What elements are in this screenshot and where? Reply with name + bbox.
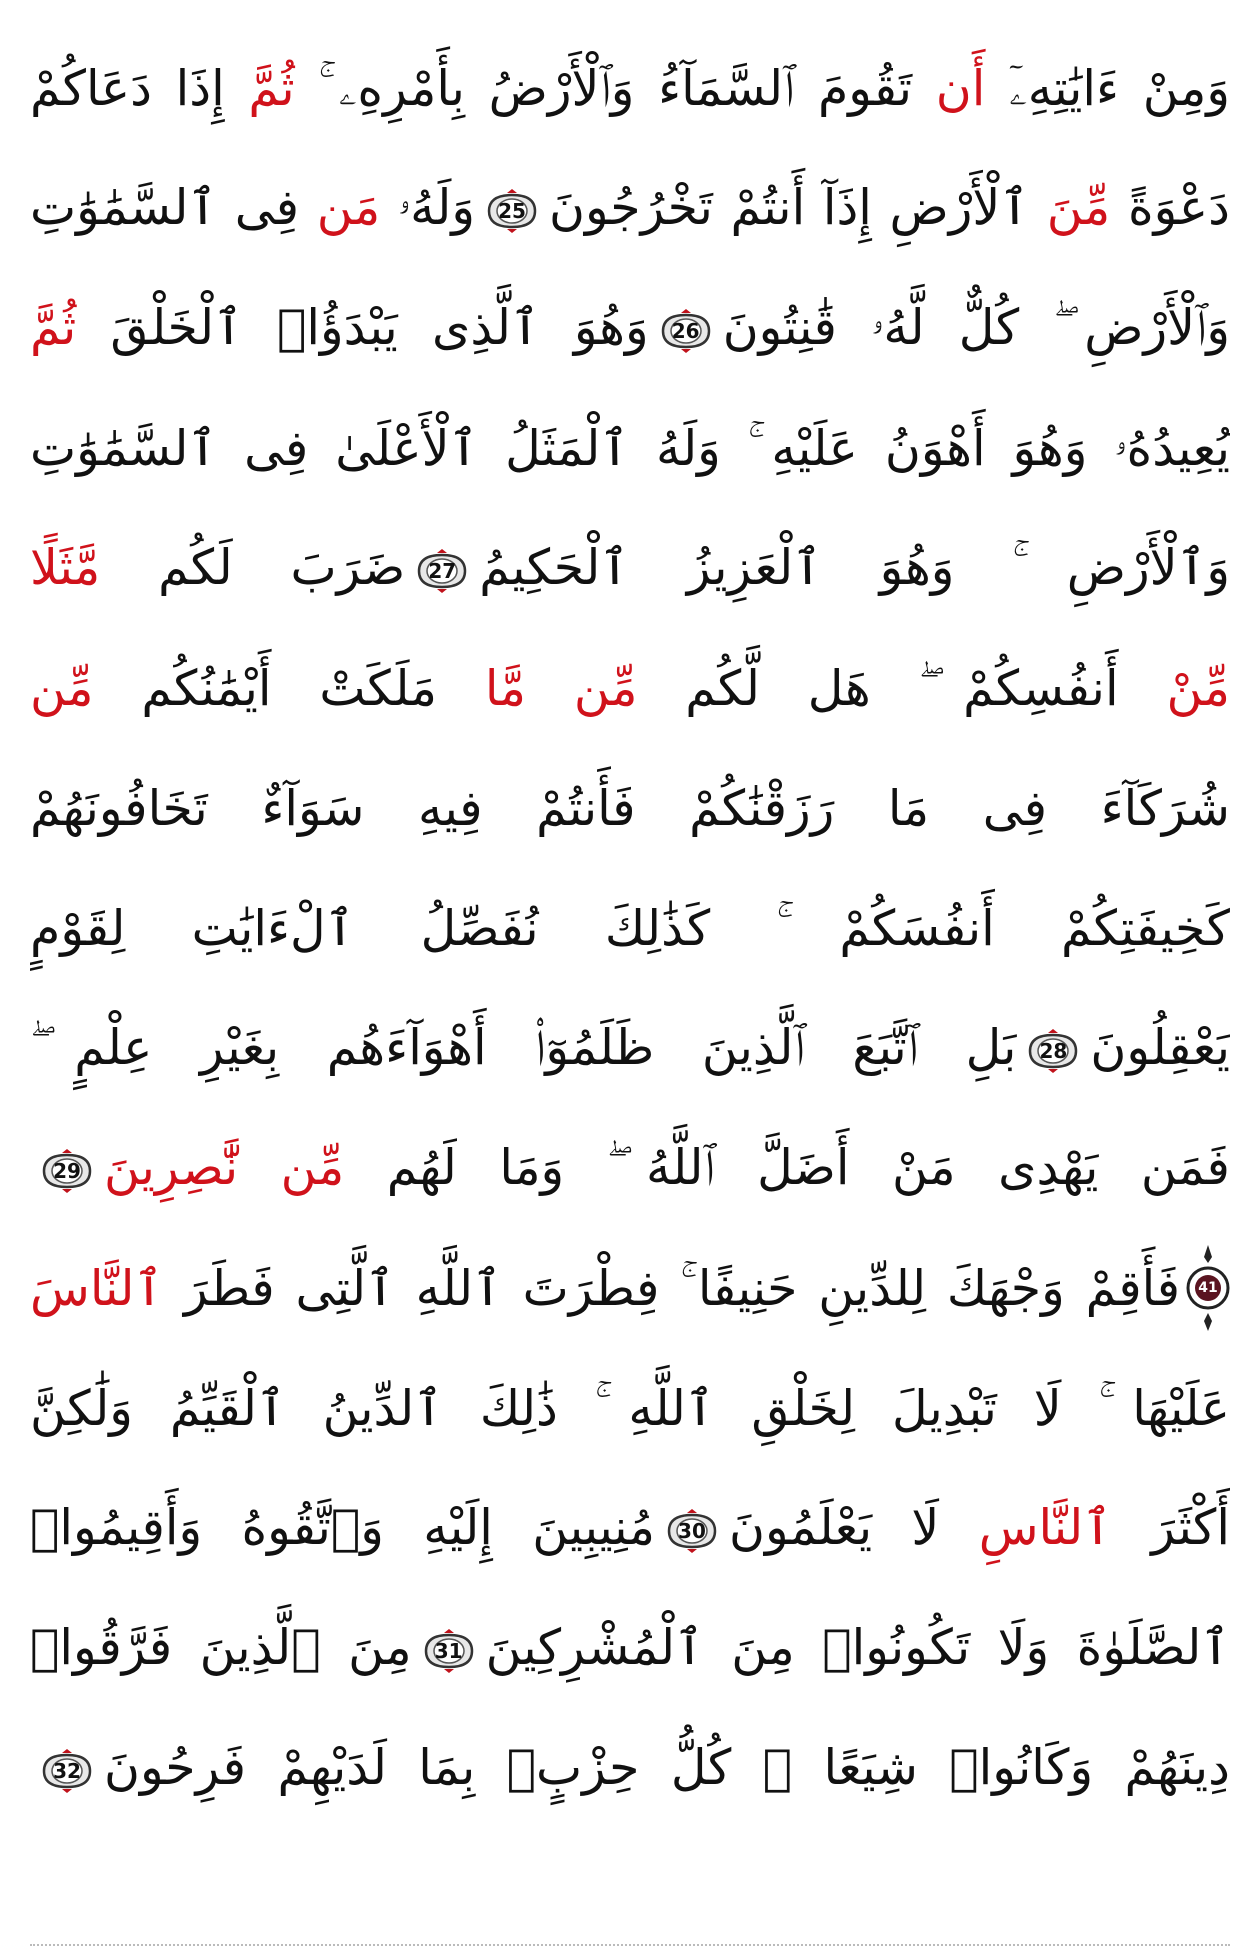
text-line <box>30 28 1230 148</box>
ayah-end-marker <box>420 1629 478 1673</box>
hizb-marker <box>1186 1243 1230 1333</box>
verse-text: يُعِيدُهُۥ وَهُوَ أَهْوَنُ عَلَيْهِ ۚ وَلَهُ ٱلْمَثَلُ ٱلْأَعْلَىٰ فِى ٱلسَّمَٰوَٰتِ <box>30 419 1230 477</box>
text-line <box>30 1228 1230 1348</box>
text-line <box>30 1108 1230 1228</box>
line-text <box>30 59 1230 117</box>
ayah-number: 30 <box>678 1518 706 1543</box>
verse-text: فَأَقِمْ وَجْهَكَ لِلدِّينِ حَنِيفًا ۚ فِطْرَتَ ٱللَّهِ ٱلَّتِى فَطَرَ <box>163 1259 1180 1317</box>
ayah-number: 27 <box>428 558 457 583</box>
verse-text: شُرَكَآءَ فِى مَا رَزَقْنَٰكُمْ فَأَنتُمْ فِيهِ سَوَآءٌ تَخَافُونَهُمْ <box>30 779 1230 837</box>
text-line <box>30 1708 1230 1828</box>
footer-divider <box>30 1944 1230 1950</box>
tajweed-highlight: ثُمَّ <box>248 59 295 117</box>
line-text <box>30 1139 1230 1197</box>
verse-text: وَمِنْ ءَايَٰتِهِۦٓ <box>985 59 1230 117</box>
tajweed-highlight: مِّنَ <box>1046 179 1111 237</box>
hizb-number: 41 <box>1198 1280 1218 1296</box>
ayah-end-marker <box>38 1149 96 1193</box>
verse-text: مُنِيبِينَ إِلَيْهِ وَٱتَّقُوهُ وَأَقِيمُوا۟ <box>30 1499 655 1557</box>
ayah-end-marker <box>413 549 471 593</box>
tajweed-highlight: ٱلنَّاسِ <box>978 1499 1112 1557</box>
verse-text: عَلَيْهَا ۚ لَا تَبْدِيلَ لِخَلْقِ ٱللَّهِ ۚ ذَٰلِكَ ٱلدِّينُ ٱلْقَيِّمُ وَلَٰكِنَّ <box>30 1379 1230 1437</box>
verse-text: فَمَن يَهْدِى مَنْ أَضَلَّ ٱللَّهُ ۖ وَمَا لَهُم <box>344 1139 1230 1197</box>
line-text <box>30 299 1230 357</box>
text-line <box>30 748 1230 868</box>
verse-text: تَقُومَ ٱلسَّمَآءُ وَٱلْأَرْضُ بِأَمْرِهِۦ ۚ <box>294 59 936 117</box>
ayah-end-marker <box>663 1509 721 1553</box>
line-text <box>30 1259 1180 1317</box>
line-text <box>30 779 1230 837</box>
tajweed-highlight: مَّثَلًا <box>30 539 101 597</box>
ayah-number: 26 <box>671 318 700 343</box>
line-text <box>30 659 1230 717</box>
text-line <box>30 268 1230 388</box>
verse-text: لَا يَعْلَمُونَ <box>728 1499 979 1557</box>
ayah-end-marker <box>657 309 715 353</box>
line-text <box>30 1499 1230 1557</box>
tajweed-highlight: مِّن مَّا <box>484 659 638 717</box>
verse-text: أَكْثَرَ <box>1111 1499 1230 1557</box>
tajweed-highlight: ٱلنَّاسَ <box>30 1259 164 1317</box>
verse-text: وَٱلْأَرْضِ ۚ وَهُوَ ٱلْعَزِيزُ ٱلْحَكِيمُ <box>479 539 1230 597</box>
ayah-number: 25 <box>498 198 526 223</box>
verse-text: ٱلْأَرْضِ إِذَآ أَنتُمْ تَخْرُجُونَ <box>549 179 1047 237</box>
verse-text: وَهُوَ ٱلَّذِى يَبْدَؤُا۟ ٱلْخَلْقَ <box>76 299 649 357</box>
verse-text: يَعْقِلُونَ <box>1090 1019 1230 1077</box>
ayah-number: 28 <box>1039 1038 1068 1063</box>
text-line <box>30 1468 1230 1588</box>
text-line <box>30 1588 1230 1708</box>
tajweed-highlight: مَن <box>316 179 381 237</box>
verse-text: بَلِ ٱتَّبَعَ ٱلَّذِينَ ظَلَمُوٓا۟ أَهْوَآءَهُم بِغَيْرِ عِلْمٍ ۖ <box>30 1019 1017 1077</box>
text-lines <box>30 28 1230 1828</box>
tajweed-highlight: ثُمَّ <box>30 299 77 357</box>
line-text <box>30 1019 1230 1077</box>
text-line <box>30 388 1230 508</box>
line-text <box>30 1619 1230 1677</box>
verse-text: مِنَ ٱلَّذِينَ فَرَّقُوا۟ <box>30 1619 412 1677</box>
verse-text: فِى ٱلسَّمَٰوَٰتِ <box>30 179 317 237</box>
ayah-end-marker <box>38 1749 96 1793</box>
verse-text: ٱلصَّلَوٰةَ وَلَا تَكُونُوا۟ مِنَ ٱلْمُشْرِكِينَ <box>485 1619 1230 1677</box>
line-text <box>30 539 1230 597</box>
tajweed-highlight: مِّن <box>30 659 94 717</box>
ayah-number: 31 <box>434 1638 463 1663</box>
line-text <box>30 419 1230 477</box>
verse-text: إِذَا دَعَاكُمْ <box>30 59 249 117</box>
line-text <box>30 1739 1230 1797</box>
verse-text: أَنفُسِكُمْ ۖ هَل لَّكُم <box>637 659 1167 717</box>
text-line <box>30 508 1230 628</box>
text-line <box>30 148 1230 268</box>
verse-text: مَلَكَتْ أَيْمَٰنُكُم <box>93 659 485 717</box>
tajweed-highlight: مِّنْ <box>1166 659 1230 717</box>
verse-text: كَخِيفَتِكُمْ أَنفُسَكُمْ ۚ كَذَٰلِكَ نُفَصِّلُ ٱلْءَايَٰتِ لِقَوْمٍ <box>30 899 1230 957</box>
text-line <box>30 628 1230 748</box>
tajweed-highlight: مِّن نَّٰصِرِينَ <box>104 1139 345 1197</box>
line-text <box>30 899 1230 957</box>
ayah-number: 32 <box>53 1758 81 1783</box>
tajweed-highlight: أَن <box>935 59 986 117</box>
ayah-end-marker <box>1024 1029 1082 1073</box>
verse-text: دَعْوَةً <box>1110 179 1230 237</box>
text-line <box>30 868 1230 988</box>
verse-text: وَلَهُۥ <box>380 179 475 237</box>
text-line <box>30 988 1230 1108</box>
verse-text: ضَرَبَ لَكُم <box>100 539 406 597</box>
verse-text: دِينَهُمْ وَكَانُوا۟ شِيَعًا ۖ كُلُّ حِزْبٍۭ بِمَا لَدَيْهِمْ فَرِحُونَ <box>104 1739 1230 1797</box>
ayah-end-marker <box>483 189 541 233</box>
ayah-number: 29 <box>53 1158 81 1183</box>
line-text <box>30 1379 1230 1437</box>
verse-text: وَٱلْأَرْضِ ۖ كُلٌّ لَّهُۥ قَٰنِتُونَ <box>722 299 1230 357</box>
line-text <box>30 179 1230 237</box>
text-line <box>30 1348 1230 1468</box>
